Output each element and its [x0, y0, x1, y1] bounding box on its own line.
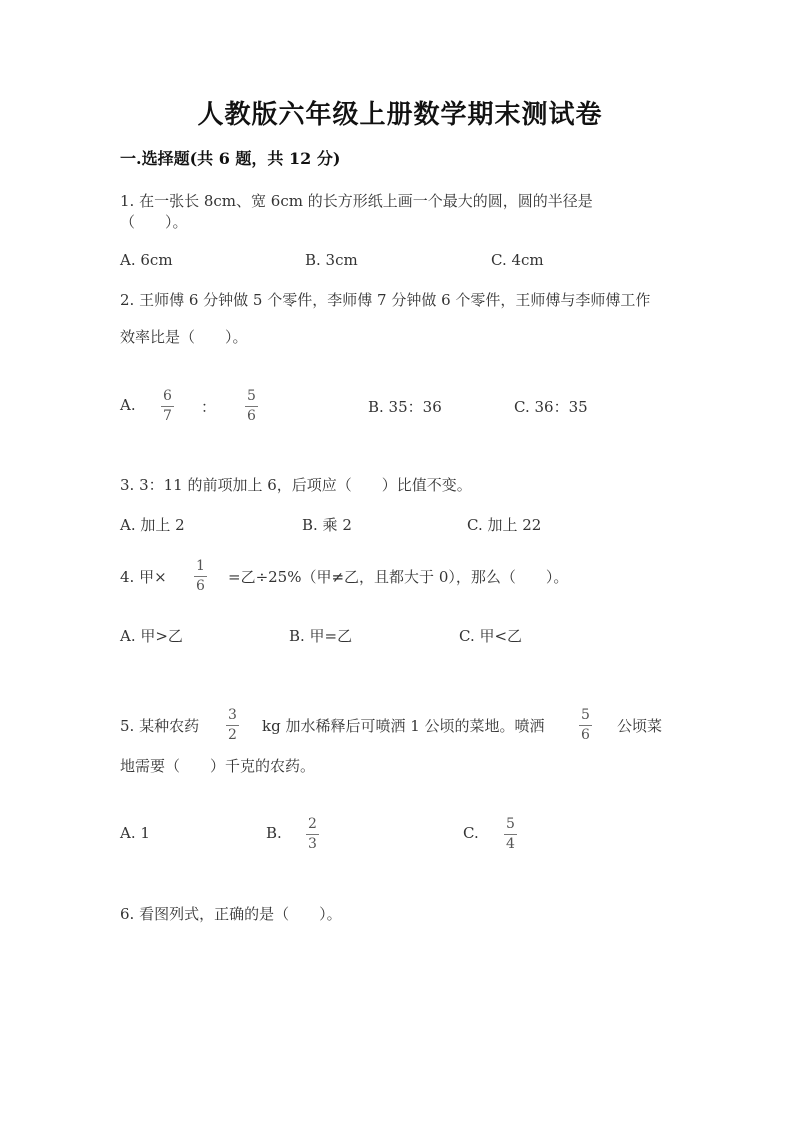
- question-4-fraction: [194, 558, 207, 595]
- question-2-option-a-fraction-1: [161, 388, 174, 425]
- question-2-option-b: B. 35：36: [368, 398, 442, 416]
- question-3-text: 3. 3：11 的前项加上 6，后项应（ ）比值不变。: [120, 476, 472, 494]
- denominator: 7: [163, 408, 172, 424]
- question-3-option-b: B. 乘 2: [302, 516, 352, 534]
- fraction-bar: [161, 406, 174, 407]
- question-1-text: 1. 在一张长 8cm、宽 6cm 的长方形纸上画一个最大的圆，圆的半径是: [120, 192, 593, 210]
- question-2-text-line2: 效率比是（ ）。: [120, 328, 248, 346]
- question-4-option-a: A. 甲>乙: [120, 627, 183, 645]
- question-3-option-a: A. 加上 2: [120, 516, 185, 534]
- question-6-text: 6. 看图列式，正确的是（ ）。: [120, 905, 342, 923]
- numerator: 3: [228, 707, 237, 723]
- question-2-option-c: C. 36：35: [514, 398, 588, 416]
- question-5-option-c-label: C.: [463, 824, 479, 842]
- page-title: 人教版六年级上册数学期末测试卷: [197, 100, 603, 130]
- numerator: 1: [196, 558, 205, 574]
- numerator: 6: [163, 388, 172, 404]
- question-5-fraction-2: [579, 707, 592, 744]
- question-4-option-c: C. 甲<乙: [459, 627, 523, 645]
- question-4-option-b: B. 甲=乙: [289, 627, 353, 645]
- question-5-option-b-fraction: [306, 816, 319, 853]
- question-1-blank: （ ）。: [120, 213, 188, 231]
- question-4-suffix: =乙÷25%（甲≠乙，且都大于 0），那么（ ）。: [228, 568, 569, 586]
- question-5-fraction-1: [226, 707, 239, 744]
- denominator: 3: [308, 836, 317, 852]
- fraction-bar: [504, 834, 517, 835]
- question-5-option-c-fraction: [504, 816, 517, 853]
- question-5-option-a: A. 1: [120, 824, 150, 842]
- section-heading: 一.选择题(共 6 题，共 12 分): [120, 149, 341, 168]
- question-4-prefix: 4. 甲×: [120, 568, 167, 586]
- question-1-option-a: A. 6cm: [120, 251, 173, 269]
- question-3-option-c: C. 加上 22: [467, 516, 542, 534]
- question-1-option-c: C. 4cm: [491, 251, 544, 269]
- denominator: 6: [247, 408, 256, 424]
- question-2-option-a-label: A.: [120, 396, 136, 414]
- fraction-bar: [579, 725, 592, 726]
- denominator: 6: [196, 578, 205, 594]
- denominator: 6: [581, 727, 590, 743]
- question-5-option-b-label: B.: [266, 824, 282, 842]
- question-1-option-b: B. 3cm: [305, 251, 358, 269]
- question-5-end: 公顷菜: [617, 717, 663, 735]
- numerator: 5: [581, 707, 590, 723]
- question-2-text: 2. 王师傅 6 分钟做 5 个零件，李师傅 7 分钟做 6 个零件，王师傅与李师傅工作: [120, 291, 651, 309]
- question-2-option-a-fraction-2: [245, 388, 258, 425]
- question-5-middle: kg 加水稀释后可喷洒 1 公顷的菜地。喷洒: [262, 717, 545, 735]
- numerator: 5: [506, 816, 515, 832]
- fraction-bar: [226, 725, 239, 726]
- denominator: 4: [506, 836, 515, 852]
- fraction-bar: [194, 576, 207, 577]
- numerator: 2: [308, 816, 317, 832]
- numerator: 5: [247, 388, 256, 404]
- question-5-text-line2: 地需要（ ）千克的农药。: [120, 757, 316, 775]
- denominator: 2: [228, 727, 237, 743]
- question-5-prefix: 5. 某种农药: [120, 717, 200, 735]
- fraction-bar: [306, 834, 319, 835]
- fraction-bar: [245, 406, 258, 407]
- question-2-option-a-colon: ：: [201, 398, 217, 416]
